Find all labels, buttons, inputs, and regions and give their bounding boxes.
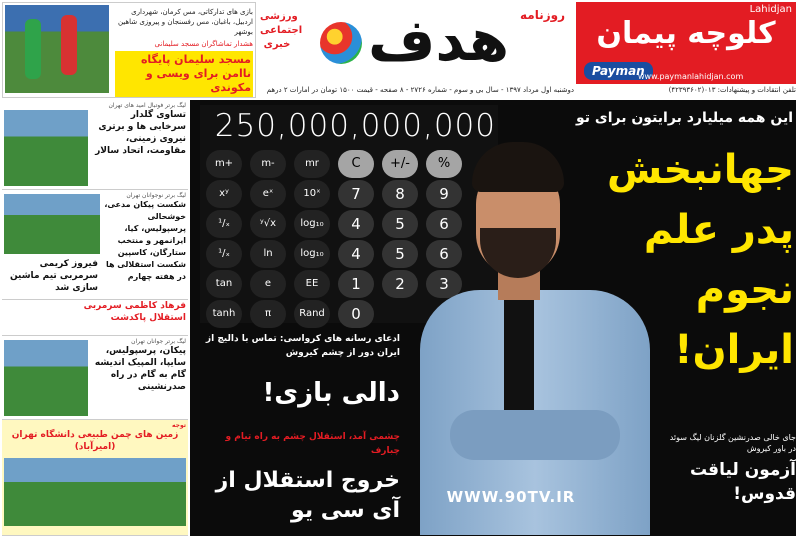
- sidebar-photo: [4, 110, 88, 186]
- calculator-key: tanh: [206, 300, 242, 328]
- sidebar-title: فیروز کریمی سرمربی تیم ماشین سازی شد: [9, 259, 98, 293]
- top-left-text: بازی های تدارکاتی، مس کرمان، شهرداری اردبیل، باغبان، مس رفسنجان و پیروزی شاهین بوشهر: [117, 8, 253, 36]
- issue-info: دوشنبه اول مرداد ۱۳۹۷ - سال بی و سوم - شماره ۲۷۲۶ - ۸ صفحه - قیمت ۱۵۰۰ تومان در امارات ۲ درهم: [266, 86, 574, 94]
- right-headline: آزمون لیاقت قدوس!: [689, 460, 796, 504]
- calculator-key: 4: [338, 210, 374, 238]
- player-hair: [472, 142, 564, 192]
- croatia-headline[interactable]: دالی بازی!: [262, 378, 400, 408]
- croatia-kicker: ادعای رسانه های کرواسی: تماس با دالیچ از ایران دور از چشم کیروش: [205, 334, 400, 358]
- calculator-key: ln: [250, 240, 286, 268]
- calculator-key: %: [426, 150, 462, 178]
- feedback-phone: تلفن انتقادات و پیشنهادات: ۰۱۳(۴۲۳۹۳۶۰۲): [668, 86, 796, 94]
- sidebar-title: تساوی گلدار سرخابی ها و برتری نیروی زمینی، مقاومت، اتحاد سالار: [95, 110, 186, 156]
- calculator-key: ʸ√x: [250, 210, 286, 238]
- right-kicker: جای خالی صدرنشین گلزنان لیگ سوئد در باور کیروش: [669, 433, 796, 453]
- calculator-key: eˣ: [250, 180, 286, 208]
- ad-logo-mark: Lahidjan: [749, 4, 792, 15]
- headline-line: ایران!: [674, 327, 794, 373]
- headline-line: جهانبخش: [607, 147, 794, 193]
- calculator-key: e: [250, 270, 286, 298]
- top-left-headline: مسجد سلیمان پایگاه ناامن برای ویسی و مکوندی: [115, 51, 253, 97]
- player-arms: [450, 410, 620, 460]
- calculator-key: m-: [250, 150, 286, 178]
- calculator-key: +/-: [382, 150, 418, 178]
- sidebar-kicker: لیگ برتر نوجوانان تهران: [126, 192, 186, 199]
- top-left-story[interactable]: [2, 2, 256, 98]
- calculator-key: 6: [426, 240, 462, 268]
- masthead-side-label: ورزشی اجتماعی خبری: [260, 11, 303, 50]
- calculator-key: 2: [382, 270, 418, 298]
- calculator-key: C: [338, 150, 374, 178]
- calculator-key: 7: [338, 180, 374, 208]
- ad-website[interactable]: www.paymanlahidjan.com: [638, 72, 744, 81]
- calculator-key: 6: [426, 210, 462, 238]
- calculator-key: 3: [426, 270, 462, 298]
- calculator-key: m+: [206, 150, 242, 178]
- football-logo-icon: [320, 22, 362, 64]
- calculator-key: 10ˣ: [294, 180, 330, 208]
- top-left-note: هشدار تماشاگران مسجد سلیمانی: [154, 40, 253, 48]
- calculator-key: log₁₀: [294, 240, 330, 268]
- esteghlal-kicker: چشمی آمد، استقلال چشم به راه تیام و چبارف: [225, 432, 400, 456]
- sidebar-kicker: توجه: [172, 422, 186, 429]
- calculator-key: mr: [294, 150, 330, 178]
- sidebar-kicker: لیگ برتر جوانان تهران: [131, 338, 186, 345]
- ad-brand: کلوچه پیمان: [596, 16, 776, 51]
- calculator-key: 8: [382, 180, 418, 208]
- headline-line: نجوم: [695, 267, 794, 313]
- sidebar-story[interactable]: [2, 100, 188, 190]
- masthead: [258, 2, 574, 86]
- player-figure: [25, 19, 41, 79]
- sidebar-title: پیکان، پرسپولیس، سایپا، المپیک اندیشه گام به گام در راه صدرنشینی: [94, 346, 186, 392]
- sidebar-story[interactable]: [2, 190, 188, 300]
- calculator-key: 9: [426, 180, 462, 208]
- top-left-photo: [5, 5, 109, 93]
- sidebar-photo: [4, 458, 186, 526]
- sidebar-story[interactable]: [2, 300, 188, 336]
- sidebar-title: شکست پیکان مدعی، خوشحالی پرسپولیس، کیا، ایرانمهر و منتخب ستارگان، کاسپین شکست استقلالی ها در هفته چهارم: [104, 200, 186, 281]
- sidebar-photo: [4, 194, 100, 254]
- site-watermark: WWW.90TV.IR: [446, 488, 576, 506]
- sidebar-notice[interactable]: [2, 420, 188, 536]
- calculator-key: xʸ: [206, 180, 242, 208]
- main-kicker: این همه میلیارد برایتون برای تو: [575, 110, 793, 126]
- player-beard: [480, 228, 556, 278]
- calculator-key: 1: [338, 270, 374, 298]
- sidebar-story[interactable]: [2, 336, 188, 420]
- calculator-key: ¹/ₓ: [206, 210, 242, 238]
- sidebar-title: فرهاد کاظمی سرمربی استقلال پاکدشت: [83, 301, 186, 323]
- calculator-key: 5: [382, 240, 418, 268]
- sidebar-photo: [4, 340, 88, 416]
- calculator-key: 0: [338, 300, 374, 328]
- sidebar-title: زمین های چمن طبیعی دانشگاه تهران (امیرآباد): [11, 430, 179, 452]
- calculator-key: ¹/ₓ: [206, 240, 242, 268]
- headline-line: پدر علم: [643, 207, 794, 253]
- calculator-key: tan: [206, 270, 242, 298]
- newspaper-label: روزنامه: [520, 8, 565, 22]
- right-small-story[interactable]: [660, 432, 796, 536]
- esteghlal-headline[interactable]: خروج استقلال از آی سی یو: [215, 468, 400, 523]
- calculator-display: 250,000,000,000: [214, 108, 496, 144]
- calculator-key: log₁₀: [294, 210, 330, 238]
- calculator-key: 4: [338, 240, 374, 268]
- top-advertisement[interactable]: [576, 2, 796, 84]
- calculator-key: EE: [294, 270, 330, 298]
- player-figure: [61, 15, 77, 75]
- calculator-key: π: [250, 300, 286, 328]
- calculator-key: Rand: [294, 300, 330, 328]
- newspaper-logo: هدف: [368, 6, 510, 74]
- sidebar-kicker: لیگ برتر فوتبال امید های تهران: [108, 102, 186, 109]
- calculator-key: 5: [382, 210, 418, 238]
- main-headline[interactable]: [600, 140, 794, 430]
- ad-badge: Payman: [584, 62, 653, 80]
